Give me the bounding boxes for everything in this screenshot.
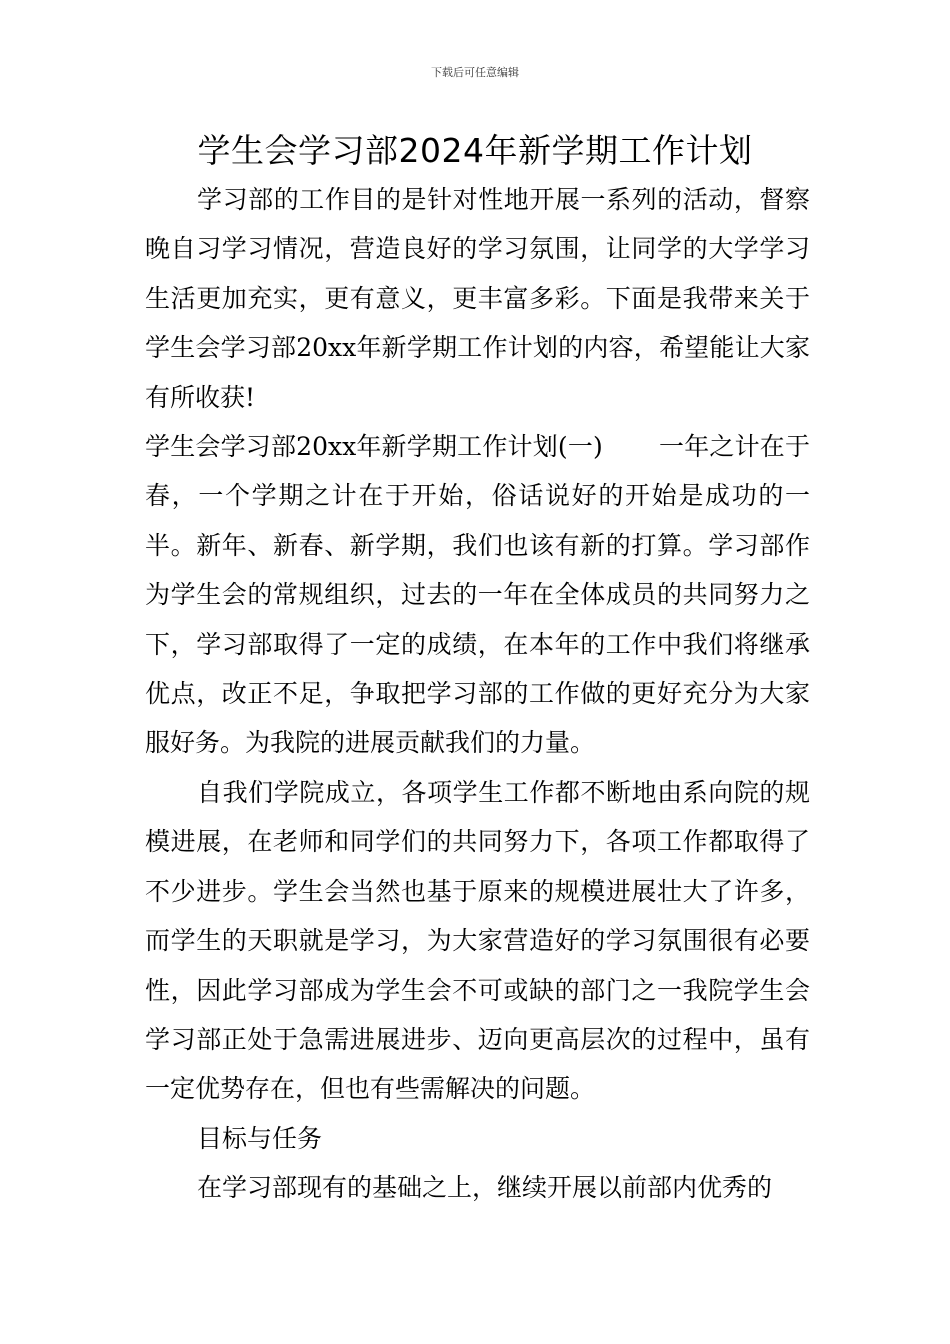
section-paragraph-text: 一年之计在于春，一个学期之计在于开始，俗话说好的开始是成功的一半。新年、新春、新学期，我们也该有新的打算。学习部作为学生会的常规组织，过去的一年在全体成员的共同努力之下，学习部取得了一定的成绩，在本年的工作中我们将继承优点，改正不足，争取把学习部的工作做的更好充分为大家服好务。为我院的进展贡献我们的力量。 — [145, 432, 810, 758]
subheading: 目标与任务 — [197, 1123, 323, 1153]
body-paragraph-3: 在学习部现有的基础之上，继续开展以前部内优秀的 — [197, 1173, 773, 1203]
section-paragraph — [145, 422, 810, 768]
document-body — [145, 175, 810, 1213]
section-heading: 学生会学习部20xx年新学期工作计划(一) — [145, 432, 603, 462]
body-paragraph-2: 自我们学院成立，各项学生工作都不断地由系向院的规模进展，在老师和同学们的共同努力下，各项工作都取得了不少进步。学生会当然也基于原来的规模进展壮大了许多，而学生的天职就是学习，为大家营造好的学习氛围很有必要性，因此学习部成为学生会不可或缺的部门之一我院学生会学习部正处于急需进展进步、迈向更高层次的过程中，虽有一定优势存在，但也有些需解决的问题。 — [145, 777, 810, 1104]
header-note: 下载后可任意编辑 — [431, 66, 519, 79]
document-title: 学生会学习部2024年新学期工作计划 — [197, 131, 753, 170]
intro-paragraph: 学习部的工作目的是针对性地开展一系列的活动，督察晚自习学习情况，营造良好的学习氛围，让同学的大学学习生活更加充实，更有意义，更丰富多彩。下面是我带来关于学生会学习部20xx年新学期工作计划的内容，希望能让大家有所收获! — [145, 185, 810, 412]
